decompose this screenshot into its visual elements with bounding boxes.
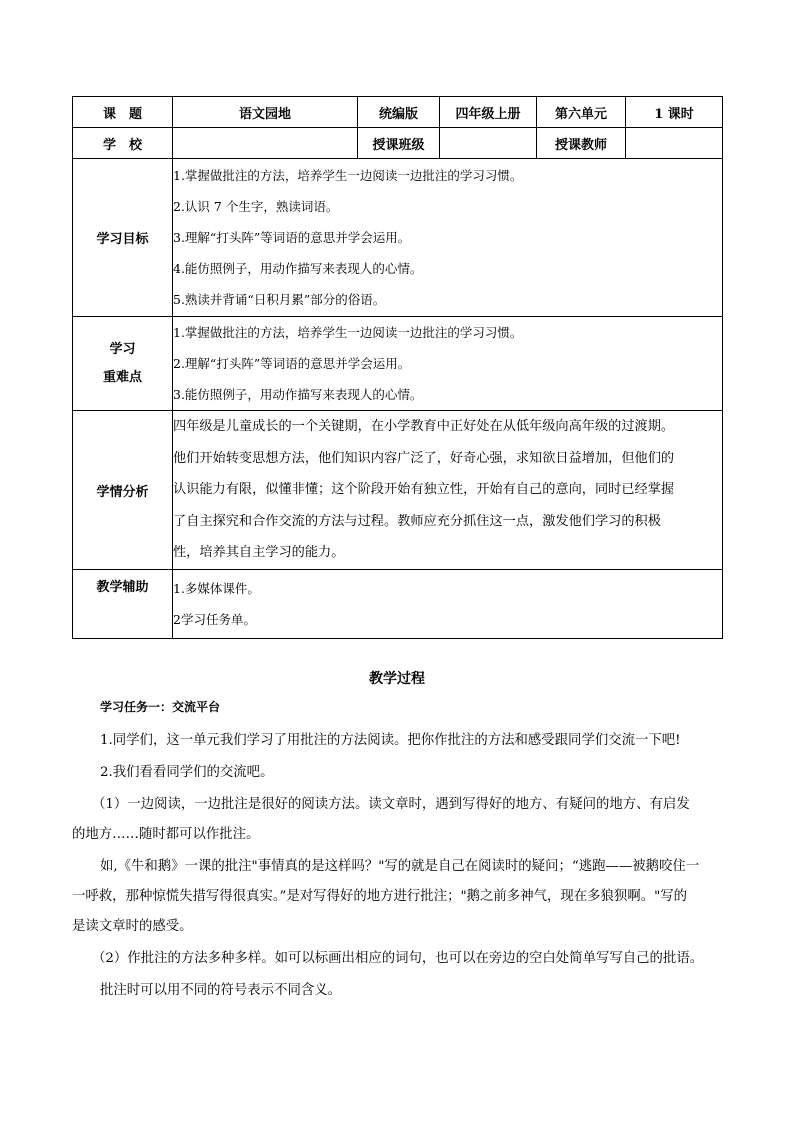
analysis-line: 了自主探究和合作交流的方法与过程。教师应充分抓住这一点，激发他们学习的积极 [173, 513, 661, 529]
aids-label: 教学辅助 [73, 570, 173, 639]
process-line: 批注时可以用不同的符号表示不同含义。 [100, 983, 342, 998]
analysis-label: 学情分析 [73, 411, 173, 570]
goal-item: 3.理解“打头阵”等词语的意思并学会运用。 [173, 230, 411, 245]
analysis-line: 四年级是儿童成长的一个关键期，在小学教育中正好处在从低年级向高年级的过渡期。 [173, 419, 675, 435]
header-row [73, 97, 723, 128]
aid-item: 2学习任务单。 [173, 612, 256, 627]
process-line: 是读文章时的感受。 [72, 919, 193, 934]
school-row [73, 128, 723, 159]
goals-list [173, 159, 723, 317]
key-points-label-line1: 学习 [109, 341, 136, 357]
process-line: 一呼救，那种惊慌失措写得很真实。”是对写得好的地方进行批注；"鹅之前多神气，现在多狼狈啊。"写的 [72, 889, 688, 904]
school-value [173, 128, 358, 159]
key-point-item: 2.理解“打头阵”等词语的意思并学会运用。 [173, 356, 411, 371]
teacher-label: 授课教师 [537, 128, 626, 159]
goal-item: 4.能仿照例子，用动作描写来表现人的心情。 [173, 261, 423, 276]
key-point-item: 1.掌握做批注的方法，培养学生一边阅读一边批注的学习习惯。 [173, 325, 523, 340]
aid-item: 1.多媒体课件。 [173, 581, 260, 596]
teacher-value [626, 128, 723, 159]
key-point-item: 3.能仿照例子，用动作描写来表现人的心情。 [173, 387, 423, 402]
process-line: 2.我们看看同学们的交流吧。 [100, 765, 274, 780]
goals-label: 学习目标 [73, 159, 173, 317]
school-label: 学 校 [73, 128, 173, 159]
key-points-row [73, 317, 723, 411]
topic-value: 语文园地 [173, 97, 358, 128]
analysis-line: 性，培养其自主学习的能力。 [173, 545, 345, 561]
grade-cell: 四年级上册 [440, 97, 537, 128]
process-line: 如,《牛和鹅》一课的批注"事情真的是这样吗？"写的就是自己在阅读时的疑问；“逃跑——被鹅咬住一 [100, 859, 700, 874]
process-line: （1）一边阅读，一边批注是很好的阅读方法。读文章时，遇到写得好的地方、有疑问的地方、有启发 [92, 797, 690, 812]
edition-cell: 统编版 [358, 97, 440, 128]
topic-label: 课 题 [73, 97, 173, 128]
aids-list [173, 570, 723, 639]
process-line: 的地方……随时都可以作批注。 [72, 827, 260, 842]
aids-row [73, 570, 723, 639]
hours-cell: 1 课时 [626, 97, 723, 128]
goal-item: 2.认识 7 个生字，熟读词语。 [173, 199, 339, 214]
process-line: 1.同学们，这一单元我们学习了用批注的方法阅读。把你作批注的方法和感受跟同学们交流一下吧! [100, 733, 681, 748]
class-label: 授课班级 [358, 128, 440, 159]
class-value [440, 128, 537, 159]
goal-item: 1.掌握做批注的方法，培养学生一边阅读一边批注的学习习惯。 [173, 168, 523, 183]
key-points-label [73, 317, 173, 411]
lesson-plan-table [72, 96, 723, 639]
goals-row [73, 159, 723, 317]
analysis-line: 认识能力有限，似懂非懂；这个阶段开始有独立性，开始有自己的意向，同时已经掌握 [173, 482, 675, 498]
task1-heading: 学习任务一：交流平台 [100, 700, 221, 714]
key-points-list [173, 317, 723, 411]
key-points-label-line2: 重难点 [102, 369, 142, 385]
unit-cell: 第六单元 [537, 97, 626, 128]
process-line: （2）作批注的方法多种多样。如可以标画出相应的词句，也可以在旁边的空白处简单写写自己的批语。 [92, 951, 704, 966]
analysis-line: 他们开始转变思想方法，他们知识内容广泛了，好奇心强，求知欲日益增加，但他们的 [173, 450, 675, 466]
process-title: 教学过程 [369, 671, 425, 687]
analysis-text [173, 411, 723, 570]
analysis-row [73, 411, 723, 570]
goal-item: 5.熟读并背诵“日积月累”部分的俗语。 [173, 292, 386, 307]
